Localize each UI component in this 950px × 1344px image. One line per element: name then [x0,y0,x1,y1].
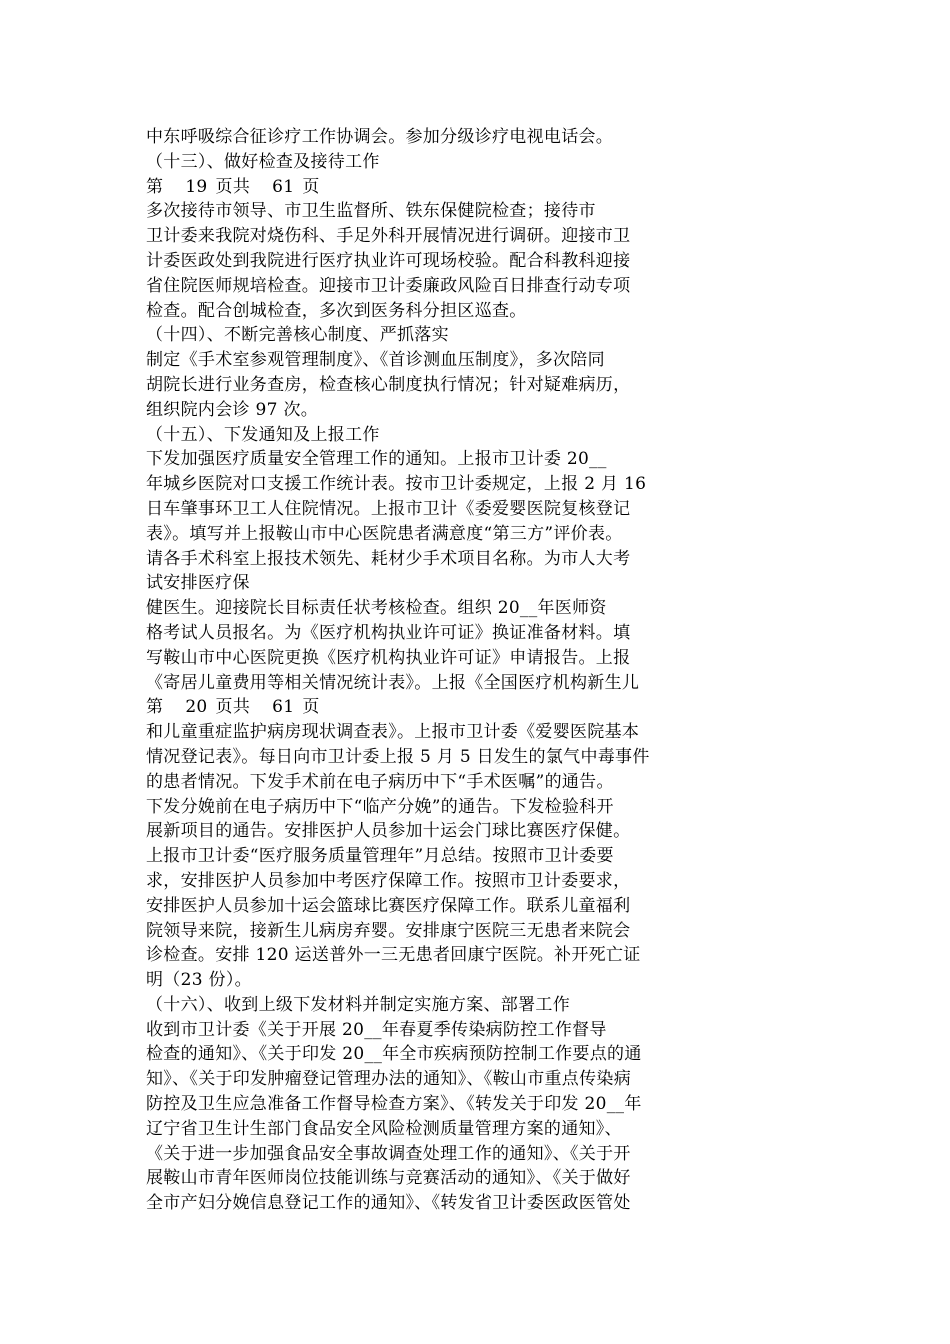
body-line: 《关于进一步加强食品安全事故调查处理工作的通知》、《关于开 [146,1143,631,1164]
body-line: 明（23 份）。 [146,970,252,991]
body-line: 全市产妇分娩信息登记工作的通知》、《转发省卫计委医政医管处 [146,1193,631,1214]
section-heading-15: （十五）、下发通知及上报工作 [146,424,380,445]
body-line: 展新项目的通告。安排医护人员参加十运会门球比赛医疗保健。 [146,821,631,842]
page-marker-total: 61 [272,176,295,197]
body-line: 制定《手术室参观管理制度》、《首诊测血压制度》，多次陪同 [146,350,605,371]
page-marker [146,175,746,200]
body-line: 检查。配合创城检查，多次到医务科分担区巡查。 [146,300,527,321]
body-line: 组织院内会诊 97 次。 [146,399,319,420]
body-line: 情况登记表》。每日向市卫计委上报 5 月 5 日发生的氯气中毒事件 [146,746,650,767]
page-marker-total: 61 [272,697,295,718]
section-heading-13: （十三）、做好检查及接待工作 [146,151,380,172]
page-marker-suffix: 页 [302,176,320,197]
body-line: 上报市卫计委“医疗服务质量管理年”月总结。按照市卫计委要 [146,846,614,867]
body-line: 健医生。迎接院长目标责任状考核检查。组织 20__年医师资 [146,598,607,619]
page-marker-suffix: 页 [302,697,320,718]
body-line: 多次接待市领导、市卫生监督所、铁东保健院检查；接待市 [146,201,596,222]
body-line: 《寄居儿童费用等相关情况统计表》。上报《全国医疗机构新生儿 [146,672,640,693]
body-line: 辽宁省卫生计生部门食品安全风险检测质量管理方案的通知》、 [146,1118,622,1139]
page-marker-middle: 页共 [215,697,251,718]
body-line: 下发分娩前在电子病历中下“临产分娩”的通告。下发检验科开 [146,796,614,817]
page-marker-number: 19 [185,176,208,197]
page-marker-middle: 页共 [215,176,251,197]
body-line: 防控及卫生应急准备工作督导检查方案》、《转发关于印发 20__年 [146,1094,642,1115]
body-line: 诊检查。安排 120 运送普外一三无患者回康宁医院。补开死亡证 [146,945,641,966]
body-line: 展鞍山市青年医师岗位技能训练与竞赛活动的通知》、《关于做好 [146,1168,631,1189]
body-line: 表》。填写并上报鞍山市中心医院患者满意度“第三方”评价表。 [146,523,623,544]
body-line: 中东呼吸综合征诊疗工作协调会。参加分级诊疗电视电话会。 [146,127,614,147]
body-line: 卫计委来我院对烧伤科、手足外科开展情况进行调研。迎接市卫 [146,226,631,247]
body-line: 请各手术科室上报技术领先、耗材少手术项目名称。为市人大考 [146,548,631,569]
body-line: 日车肇事环卫工人住院情况。上报市卫计《委爱婴医院复核登记 [146,498,631,519]
body-line: 收到市卫计委《关于开展 20__年春夏季传染病防控工作督导 [146,1019,607,1040]
body-line: 胡院长进行业务查房，检查核心制度执行情况；针对疑难病历， [146,374,631,395]
document-body [146,125,746,1216]
body-line: 检查的通知》、《关于印发 20__年全市疾病预防控制工作要点的通 [146,1044,642,1065]
body-line: 试安排医疗保 [146,573,250,594]
body-line: 院领导来院，接新生儿病房弃婴。安排康宁医院三无患者来院会 [146,920,631,941]
section-heading-16: （十六）、收到上级下发材料并制定实施方案、部署工作 [146,994,570,1015]
page-marker-prefix: 第 [146,176,164,197]
body-line: 的患者情况。下发手术前在电子病历中下“手术医嘱”的通告。 [146,771,614,792]
body-line: 下发加强医疗质量安全管理工作的通知。上报市卫计委 20__ [146,449,607,470]
body-line: 格考试人员报名。为《医疗机构执业许可证》换证准备材料。填 [146,622,631,643]
body-line: 求，安排医护人员参加中考医疗保障工作。按照市卫计委要求， [146,870,631,891]
page-marker [146,695,746,720]
body-line: 写鞍山市中心医院更换《医疗机构执业许可证》申请报告。上报 [146,647,631,668]
section-heading-14: （十四）、不断完善核心制度、严抓落实 [146,325,449,346]
body-line: 知》、《关于印发肿瘤登记管理办法的通知》、《鞍山市重点传染病 [146,1069,631,1090]
body-line: 计委医政处到我院进行医疗执业许可现场校验。配合科教科迎接 [146,250,631,271]
body-line: 省住院医师规培检查。迎接市卫计委廉政风险百日排查行动专项 [146,275,631,296]
body-line: 安排医护人员参加十运会篮球比赛医疗保障工作。联系儿童福利 [146,895,631,916]
page-marker-prefix: 第 [146,697,164,718]
body-line: 年城乡医院对口支援工作统计表。按市卫计委规定，上报 2 月 16 [146,474,647,495]
page-marker-number: 20 [185,697,208,718]
body-line: 和儿童重症监护病房现状调查表》。上报市卫计委《爱婴医院基本 [146,722,640,743]
